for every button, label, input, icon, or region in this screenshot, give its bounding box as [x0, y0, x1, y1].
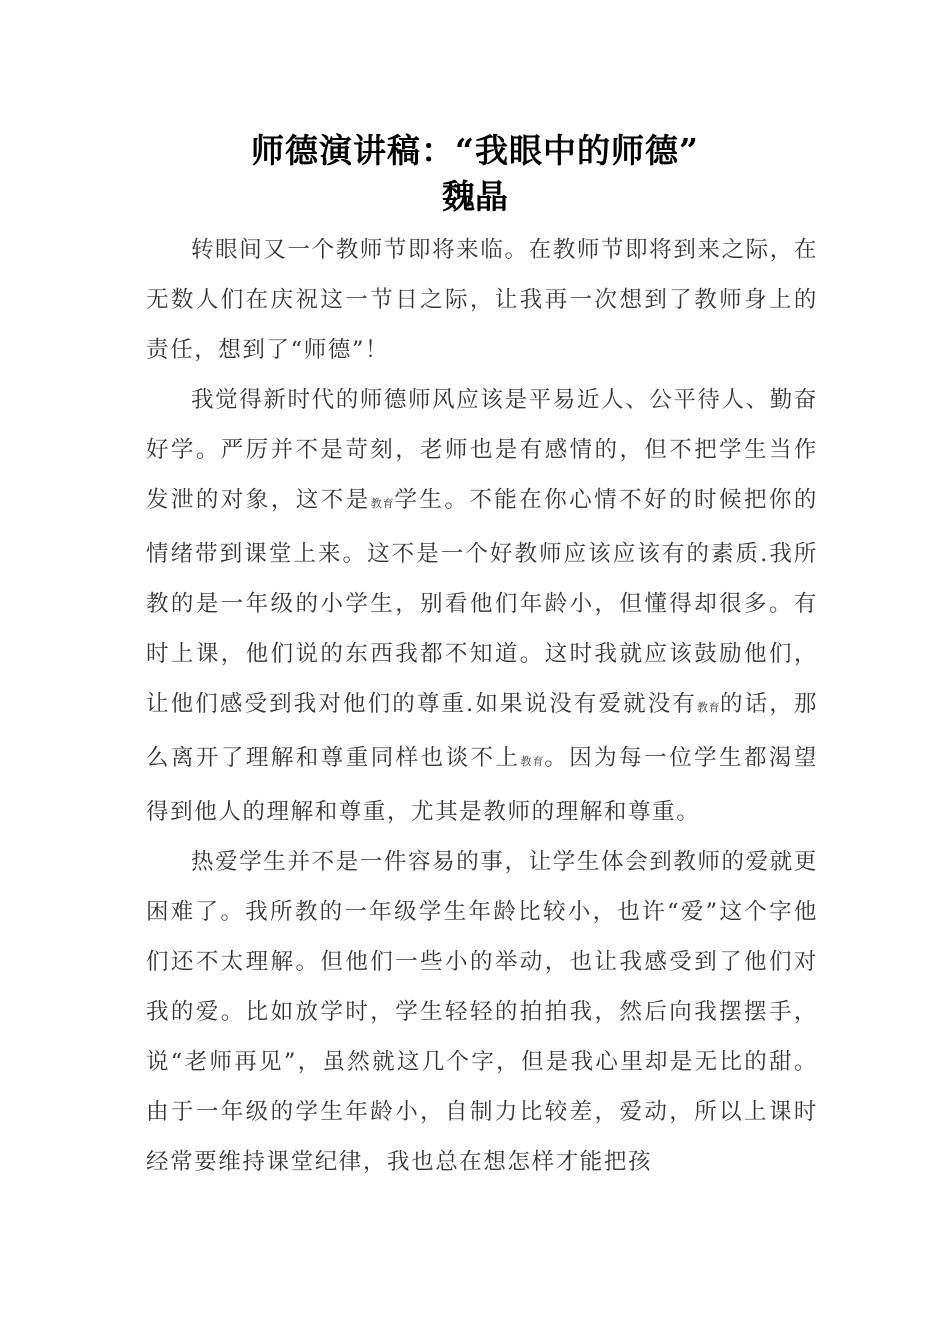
paragraph-text: 的话，那么离开了理解和尊重同样也谈不上	[146, 691, 819, 771]
paragraph-text: 转眼间又一个教师节即将来临。在教师节即将到来之际，在无数人们在庆祝这一节日之际，让我再一次想到了教师身上的责任，想到了“师德”！	[146, 237, 818, 363]
inline-small-text: 教育	[520, 755, 545, 768]
inline-small-text: 教育	[370, 497, 395, 510]
paragraph-text: 。因为每一位学生都渴望得到他人的理解和尊重，尤其是教师的理解和尊重。	[146, 745, 818, 825]
paragraph-text: 我觉得新时代的师德师风应该是平易近人、公平待人、勤奋好学。严厉并不是苛刻，老师也是有感情的，但不把学生当作发泄的对象，这不是	[146, 387, 818, 513]
document-body	[146, 225, 818, 1187]
document-title: 师德演讲稿：“我眼中的师德”	[251, 131, 699, 170]
paragraph-text: 学生。不能在你心情不好的时候把你的情绪带到课堂上来。这不是一个好教师应该应该有的素质.我所教的是一年级的小学生，别看他们年龄小，但懂得却很多。有时上课，他们说的东西我都不知道。这时我就应该鼓励他们，让他们感受到我对他们的尊重.如果说没有爱就没有	[146, 487, 818, 717]
paragraph-3	[146, 837, 818, 1187]
paragraph-2	[146, 375, 818, 837]
inline-small-text: 教育	[696, 701, 721, 714]
author-name: 魏晶	[442, 177, 508, 216]
paragraph-text: 热爱学生并不是一件容易的事，让学生体会到教师的爱就更困难了。我所教的一年级学生年龄比较小，也许“爱”这个字他们还不太理解。但他们一些小的举动，也让我感受到了他们对我的爱。比如放学时，学生轻轻的拍拍我，然后向我摆摆手，说“老师再见”，虽然就这几个字，但是我心里却是无比的甜。由于一年级的学生年龄小，自制力比较差，爱动，所以上课时经常要维持课堂纪律，我也总在想怎样才能把孩	[146, 849, 818, 1175]
paragraph-1	[146, 225, 818, 375]
